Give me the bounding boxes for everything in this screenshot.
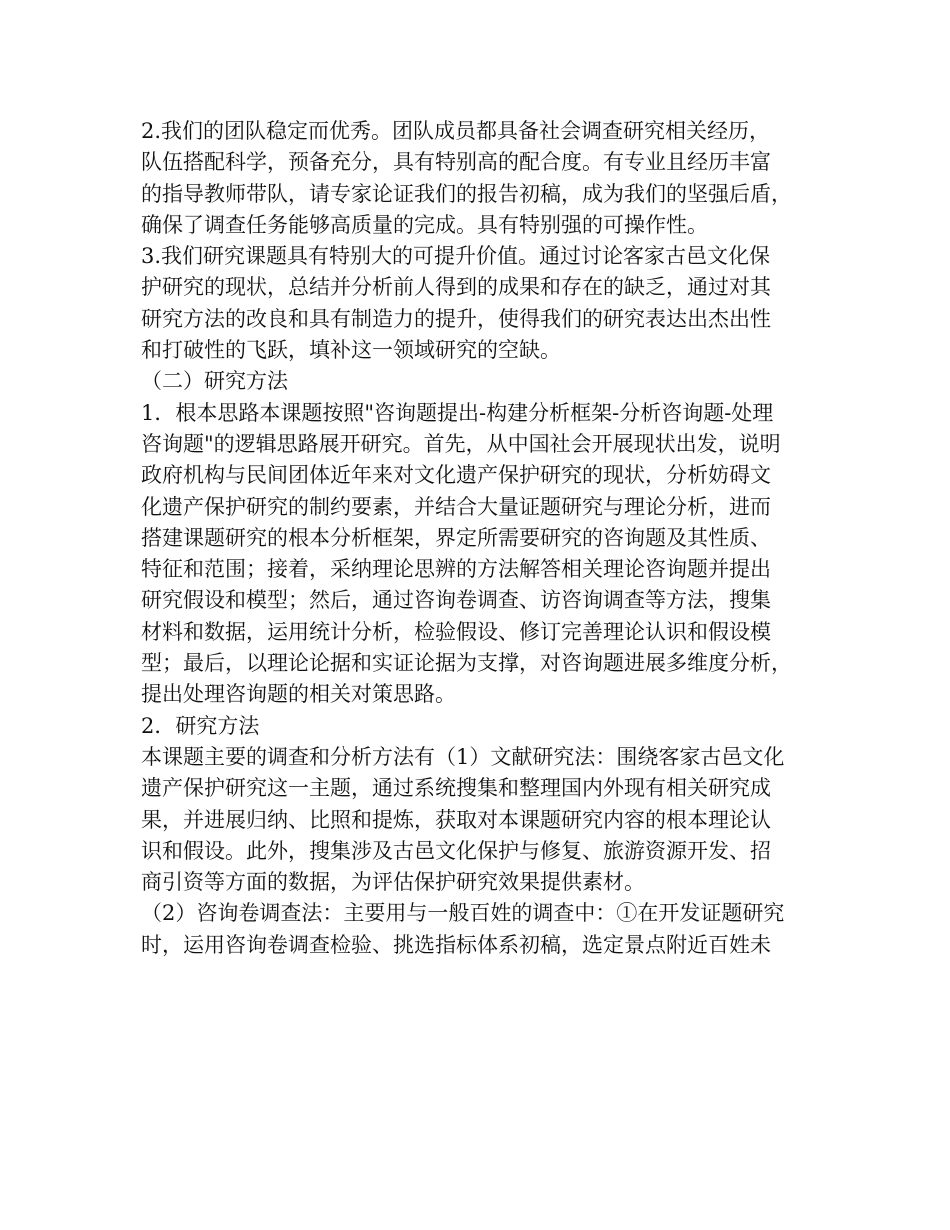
section-heading: （二）研究方法 <box>141 369 288 394</box>
text-line: 2.我们的团队稳定而优秀。团队成员都具备社会调查研究相关经历， <box>141 119 771 143</box>
text-line: 提出处理咨询题的相关对策思路。 <box>141 682 456 707</box>
text-line: 识和假设。此外，搜集涉及古邑文化保护与修复、旅游资源开发、招 <box>141 838 771 863</box>
text-line: 果，并进展归纳、比照和提炼，获取对本课题研究内容的根本理论认 <box>141 807 771 832</box>
text-line: 和打破性的飞跃，填补这一领域研究的空缺。 <box>141 338 561 363</box>
text-line: 本课题主要的调查和分析方法有（1）文献研究法：围绕客家古邑文化 <box>141 744 785 769</box>
text-line: 的指导教师带队，请专家论证我们的报告初稿，成为我们的坚强后盾， <box>141 181 792 206</box>
text-line: 商引资等方面的数据，为评估保护研究效果提供素材。 <box>141 870 645 895</box>
text-line: 咨询题"的逻辑思路展开研究。首先，从中国社会开展现状出发，说明 <box>141 431 781 456</box>
text-line: 确保了调查任务能够高质量的完成。具有特别强的可操作性。 <box>141 212 708 237</box>
text-line: 研究假设和模型；然后，通过咨询卷调查、访咨询调查等方法，搜集 <box>141 588 771 613</box>
text-line: （2）咨询卷调查法：主要用与一般百姓的调查中：①在开发证题研究 <box>141 901 785 926</box>
text-line: 队伍搭配科学，预备充分，具有特别高的配合度。有专业且经历丰富 <box>141 150 771 175</box>
text-line: 政府机构与民间团体近年来对文化遗产保护研究的现状，分析妨碍文 <box>141 463 771 488</box>
body-text <box>141 116 831 961</box>
subsection-heading: 2．研究方法 <box>141 713 260 738</box>
text-line: 遗产保护研究这一主题，通过系统搜集和整理国内外现有相关研究成 <box>141 776 771 801</box>
text-line: 特征和范围；接着，采纳理论思辨的方法解答相关理论咨询题并提出 <box>141 557 771 582</box>
text-line: 型；最后，以理论论据和实证论据为支撑，对咨询题进展多维度分析， <box>141 651 792 676</box>
text-line: 护研究的现状，总结并分析前人得到的成果和存在的缺乏，通过对其 <box>141 275 771 300</box>
text-line: 1．根本思路本课题按照"咨询题提出-构建分析框架-分析咨询题-处理 <box>141 400 774 425</box>
text-line: 材料和数据，运用统计分析，检验假设、修订完善理论认识和假设模 <box>141 619 771 644</box>
text-line: 时，运用咨询卷调查检验、挑选指标体系初稿，选定景点附近百姓未 <box>141 932 771 957</box>
text-line: 搭建课题研究的根本分析框架，界定所需要研究的咨询题及其性质、 <box>141 525 771 550</box>
text-line: 化遗产保护研究的制约要素，并结合大量证题研究与理论分析，进而 <box>141 494 771 519</box>
text-line: 研究方法的改良和具有制造力的提升，使得我们的研究表达出杰出性 <box>141 306 771 331</box>
text-line: 3.我们研究课题具有特别大的可提升价值。通过讨论客家古邑文化保 <box>141 244 771 269</box>
